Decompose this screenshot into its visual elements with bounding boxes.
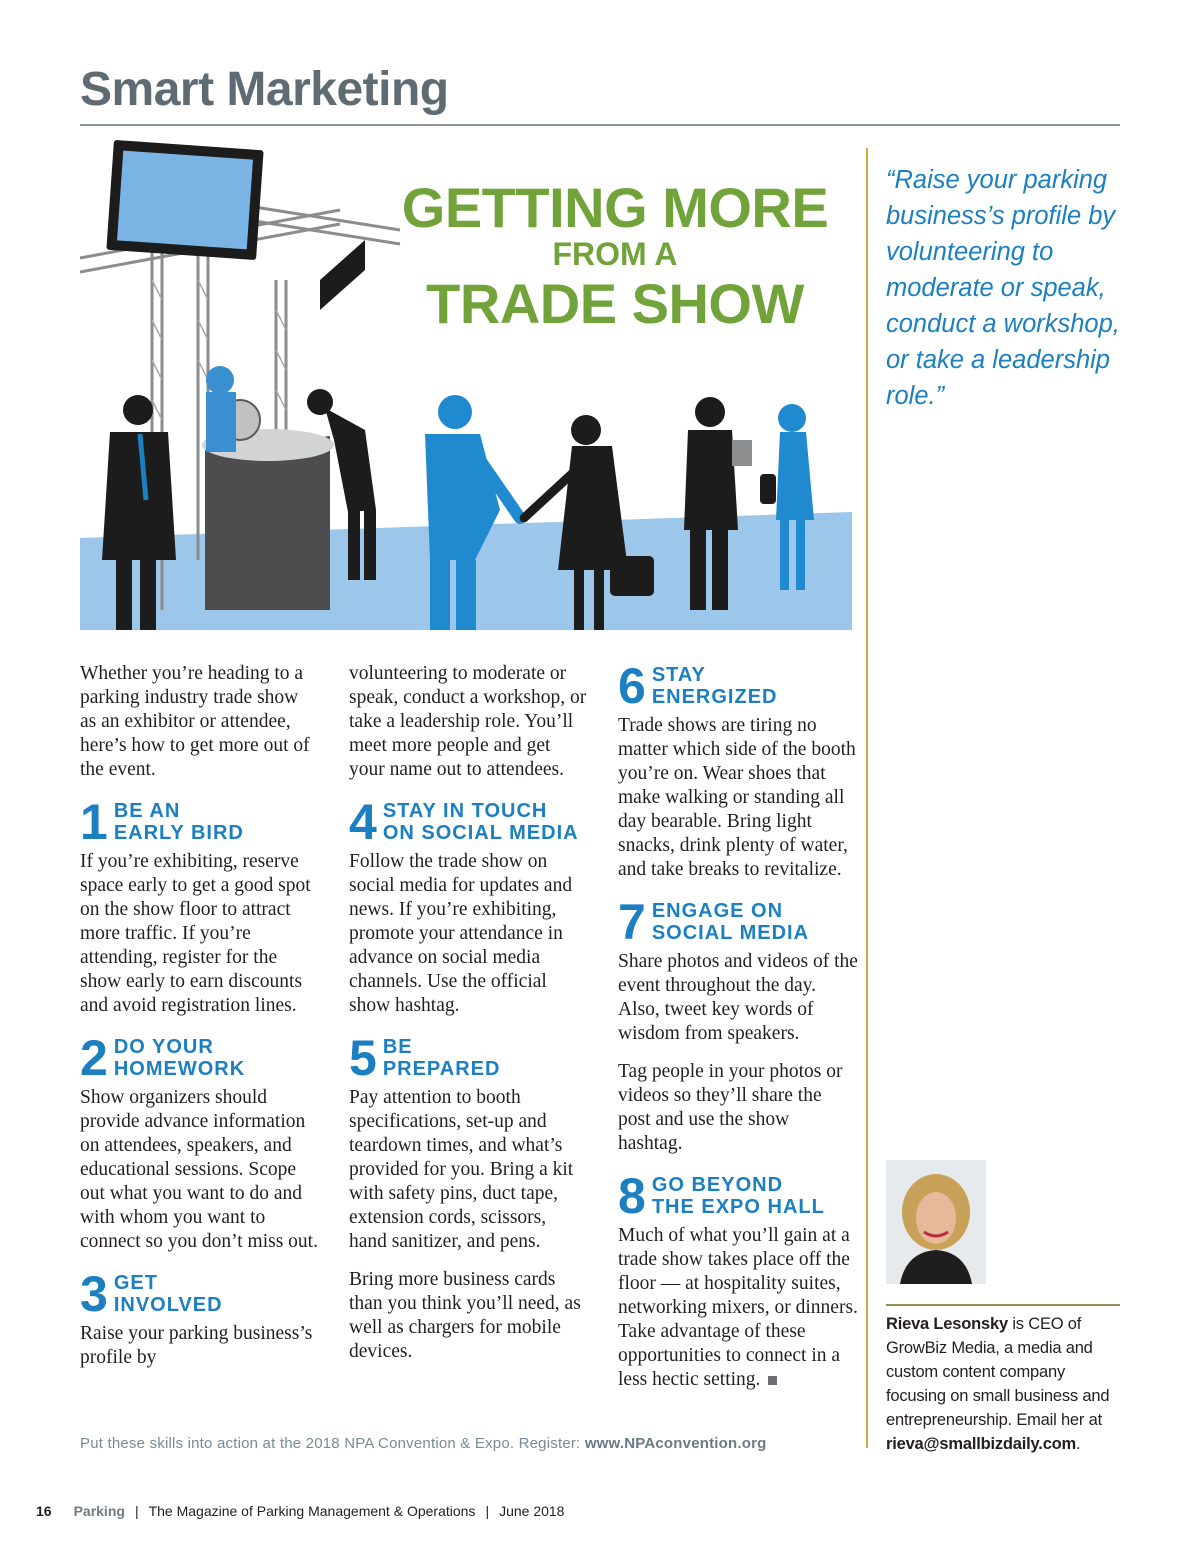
tip-5-heading: [349, 1030, 587, 1086]
tip-number: 4: [349, 794, 377, 850]
tip-heading-line: HOMEWORK: [113, 1058, 246, 1080]
tip-heading-line: ENERGIZED: [651, 686, 778, 708]
tip-7-body: Share photos and videos of the event throughout the day. Also, tweet key words of wisdom from speakers.: [618, 951, 858, 1044]
tip-number: 1: [80, 794, 108, 850]
tip-number: 3: [80, 1266, 108, 1322]
tip-number: 6: [618, 658, 646, 714]
tip-3-heading: [80, 1266, 318, 1322]
tip-1-body: If you’re exhibiting, reserve space early to get a good spot on the show floor to attract more traffic. If you’re attending, register for the show early to earn discounts and avoid registration lines.: [80, 851, 311, 1016]
folio-separator: |: [485, 1503, 490, 1519]
author-email: rieva@smallbizdaily.com: [886, 1435, 1077, 1453]
tip-heading-line: THE EXPO HALL: [651, 1196, 825, 1218]
article-column-1: [80, 662, 318, 1384]
tip-heading-line: ON SOCIAL MEDIA: [382, 822, 579, 844]
article-column-2: [349, 662, 587, 1378]
author-bio: [886, 1312, 1120, 1456]
tip-7-heading: [618, 894, 858, 950]
tip-5-body-2: Bring more business cards than you think you’ll need, as well as chargers for mobile devices.: [349, 1269, 581, 1362]
tip-5-body: Pay attention to booth specifications, set-up and teardown times, and what’s provided for you. Bring a kit with safety pins, duct tape, extension cords, scissors, hand sanitizer, and pens.: [349, 1087, 574, 1252]
page-number: 16: [36, 1503, 52, 1519]
tip-number: 2: [80, 1030, 108, 1086]
tip-number: 8: [618, 1168, 646, 1224]
tip-heading-line: BE: [382, 1036, 413, 1058]
author-bio-text: is CEO of GrowBiz Media, a media and custom content company focusing on small business and entrepreneurship. Email her at: [886, 1315, 1110, 1429]
tip-heading-line: INVOLVED: [113, 1294, 223, 1316]
tip-6-body: Trade shows are tiring no matter which side of the booth you’re on. Wear shoes that make walking or standing all day bearable. Bring light snacks, drink plenty of water, and take breaks to revitalize.: [618, 715, 856, 880]
headline-line-1: GETTING MORE: [401, 176, 829, 239]
tip-heading-line: GET: [113, 1272, 158, 1294]
tip-3-body-start: Raise your parking business’s profile by: [80, 1323, 313, 1368]
section-title: Smart Marketing: [80, 63, 449, 116]
bio-rule: [886, 1304, 1120, 1306]
tip-2-heading: [80, 1030, 318, 1086]
magazine-name: Parking: [73, 1503, 125, 1519]
headline-line-3: TRADE SHOW: [426, 272, 804, 335]
convention-link[interactable]: www.NPAconvention.org: [584, 1435, 767, 1452]
column-divider: [866, 148, 868, 1448]
tip-heading-line: GO BEYOND: [651, 1174, 784, 1196]
tip-heading-line: DO YOUR: [113, 1036, 214, 1058]
tip-heading-line: EARLY BIRD: [113, 822, 244, 844]
tip-number: 7: [618, 894, 646, 950]
folio-separator: |: [134, 1503, 139, 1519]
end-square-icon: [768, 1376, 777, 1385]
pull-quote: “Raise your parking business’s profile by volunteering to moderate or speak, conduct a workshop, or take a leadership role.”: [886, 166, 1120, 410]
tip-6-heading: [618, 658, 858, 714]
convention-note: [80, 1435, 767, 1452]
tip-heading-line: STAY IN TOUCH: [382, 800, 548, 822]
headline-line-2: FROM A: [552, 236, 678, 272]
tip-4-body: Follow the trade show on social media for updates and news. If you’re exhibiting, promote your attendance in advance on social media channels. Use the official show hashtag.: [349, 851, 573, 1016]
article-column-3: [618, 658, 858, 1406]
tip-3-body-continued: volunteering to moderate or speak, conduct a workshop, or take a leadership role. You’ll meet more people and get your name out to attendees.: [349, 663, 587, 780]
tip-heading-line: ENGAGE ON: [651, 900, 784, 922]
tip-2-body: Show organizers should provide advance information on attendees, speakers, and educational sessions. Scope out what you want to do and with whom you want to connect so you don’t miss out.: [80, 1087, 318, 1252]
magazine-subtitle: The Magazine of Parking Management & Operations: [148, 1503, 476, 1519]
convention-note-text: Put these skills into action at the 2018 NPA Convention & Expo. Register:: [80, 1435, 585, 1452]
tip-number: 5: [349, 1030, 377, 1086]
tip-8-body: [618, 1224, 858, 1392]
author-photo: [886, 1160, 986, 1284]
tip-4-heading: [349, 794, 587, 850]
article-headline: [380, 176, 850, 335]
title-rule: [80, 124, 1120, 126]
tip-heading-line: STAY: [651, 664, 706, 686]
page-folio: [36, 1503, 564, 1519]
issue-date: June 2018: [499, 1503, 565, 1519]
tip-heading-line: BE AN: [113, 800, 181, 822]
tip-8-heading: [618, 1168, 858, 1224]
tip-7-body-2: Tag people in your photos or videos so they’ll share the post and use the show hashtag.: [618, 1061, 843, 1154]
tip-8-text: Much of what you’ll gain at a trade show takes place off the floor — at hospitality suites, networking mixers, or dinners. Take advantage of these opportunities to connect in a less hectic setting.: [618, 1225, 858, 1390]
tip-heading-line: SOCIAL MEDIA: [651, 922, 810, 944]
author-name: Rieva Lesonsky: [886, 1315, 1008, 1333]
intro-paragraph: Whether you’re heading to a parking industry trade show as an exhibitor or attendee, here’s how to get more out of the event.: [80, 663, 310, 780]
author-bio-end: .: [1076, 1435, 1081, 1453]
tip-1-heading: [80, 794, 318, 850]
tip-heading-line: PREPARED: [382, 1058, 501, 1080]
